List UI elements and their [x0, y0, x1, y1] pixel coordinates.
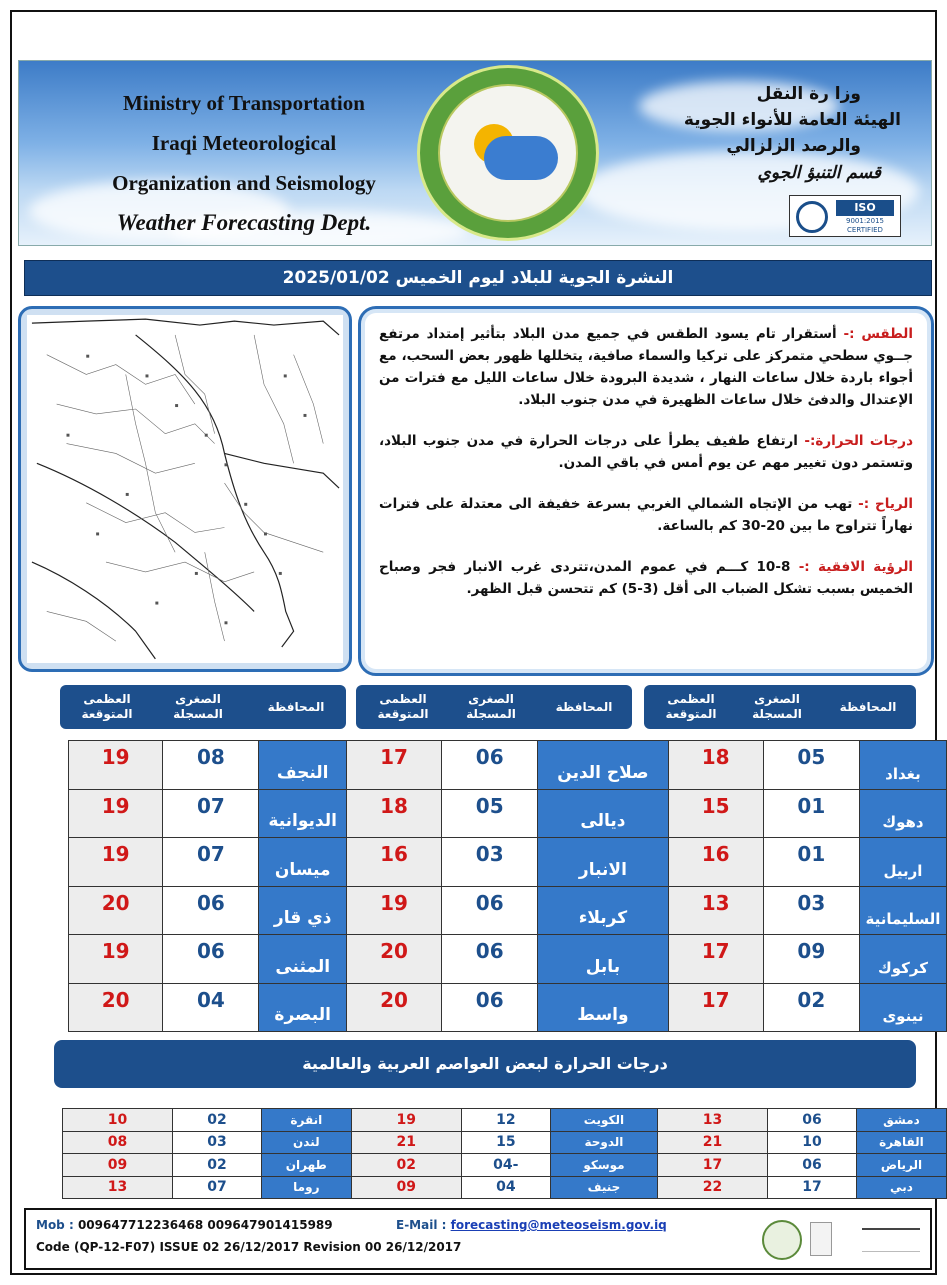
- city-name-cell: روما: [261, 1176, 351, 1199]
- iso-label: ISO: [836, 200, 894, 216]
- email-label: E-Mail :: [396, 1218, 447, 1232]
- province-name-cell: دهوك: [859, 789, 946, 838]
- max-temp-cell: 09: [351, 1176, 461, 1199]
- ministry-name-en: Ministry of Transportation: [123, 91, 365, 115]
- min-temp-cell: 06: [767, 1109, 856, 1132]
- max-temp-cell: 17: [658, 1154, 768, 1177]
- city-name-cell: دمشق: [856, 1109, 946, 1132]
- col-header-min-l2: المسجلة: [173, 707, 223, 721]
- min-temp-cell: 07: [163, 838, 259, 887]
- iso-code: 9001:2015: [846, 217, 884, 225]
- visibility-paragraph: [379, 556, 913, 600]
- max-temp-cell: 18: [346, 789, 441, 838]
- col-header-max: [360, 692, 446, 722]
- bulletin-title: النشرة الجوية للبلاد ليوم الخميس 2025/01/02: [24, 260, 932, 296]
- province-name-cell: السليمانية: [859, 886, 946, 935]
- max-temp-cell: 17: [668, 935, 763, 984]
- min-temp-cell: 06: [442, 983, 538, 1032]
- city-name-cell: جنيف: [550, 1176, 657, 1199]
- min-temp-cell: 04: [163, 983, 259, 1032]
- max-temp-cell: 13: [658, 1109, 768, 1132]
- min-temp-cell: 01: [763, 789, 859, 838]
- max-temp-cell: 17: [668, 983, 763, 1032]
- check-icon: [796, 201, 828, 233]
- table-row: [69, 935, 947, 984]
- max-temp-cell: 21: [351, 1131, 461, 1154]
- max-temp-cell: 18: [668, 741, 763, 790]
- province-name-cell: الديوانية: [259, 789, 346, 838]
- max-temp-cell: 19: [346, 886, 441, 935]
- footer-code: Code (QP-12-F07) ISSUE 02 26/12/2017 Revision 00 26/12/2017: [36, 1240, 462, 1254]
- province-name-cell: واسط: [538, 983, 668, 1032]
- col-header-province: المحافظة: [555, 699, 613, 714]
- max-temp-cell: 13: [668, 886, 763, 935]
- table-row: [69, 838, 947, 887]
- city-name-cell: الكويت: [550, 1109, 657, 1132]
- province-name-cell: ميسان: [259, 838, 346, 887]
- emblem-icon: [810, 1222, 832, 1256]
- cloud-icon: [484, 136, 558, 180]
- min-temp-cell: 03: [442, 838, 538, 887]
- min-temp-cell: 15: [461, 1131, 550, 1154]
- mobile-numbers: 009647712236468 009647901415989: [77, 1218, 333, 1232]
- col-header-max-l1: العظمى: [667, 692, 715, 706]
- temperature-text: ارتفاع طفيف يطرأ على درجات الحرارة في مدن جنوب البلاد، وتستمر دون تغيير مهم عن يوم أمس في باقي المدن.: [379, 433, 913, 471]
- province-name-cell: كركوك: [859, 935, 946, 984]
- min-temp-cell: 07: [172, 1176, 261, 1199]
- email-link[interactable]: forecasting@meteoseism.gov.iq: [450, 1218, 667, 1232]
- province-name-cell: الانبار: [538, 838, 668, 887]
- min-temp-cell: 06: [442, 741, 538, 790]
- table-row: [69, 789, 947, 838]
- province-name-cell: ذي قار: [259, 886, 346, 935]
- ministry-name-ar: وزا رة النقل: [756, 84, 861, 104]
- table-row: [63, 1109, 947, 1132]
- col-header-min-l2: المسجلة: [752, 707, 802, 721]
- col-header-province: المحافظة: [839, 699, 897, 714]
- min-temp-cell: 10: [767, 1131, 856, 1154]
- min-temp-cell: 04-: [461, 1154, 550, 1177]
- min-temp-cell: 05: [763, 741, 859, 790]
- footer: [24, 1208, 932, 1270]
- col-header-max-l1: العظمى: [83, 692, 131, 706]
- max-temp-cell: 17: [346, 741, 441, 790]
- iraq-map: [27, 315, 343, 663]
- col-header-min: [150, 692, 246, 722]
- max-temp-cell: 22: [658, 1176, 768, 1199]
- meteorology-logo: [417, 65, 599, 241]
- col-header-province: المحافظة: [267, 699, 325, 714]
- col-header-max-l2: المتوقعة: [81, 707, 133, 721]
- table-row: [63, 1176, 947, 1199]
- table-row: [63, 1131, 947, 1154]
- max-temp-cell: 02: [351, 1154, 461, 1177]
- min-temp-cell: 06: [163, 935, 259, 984]
- province-name-cell: بغداد: [859, 741, 946, 790]
- col-header-max-l1: العظمى: [379, 692, 427, 706]
- col-header-max: [648, 692, 734, 722]
- min-temp-cell: 02: [172, 1109, 261, 1132]
- max-temp-cell: 20: [346, 935, 441, 984]
- col-header-min: [734, 692, 820, 722]
- forecast-text-panel: [358, 306, 934, 676]
- province-name-cell: البصرة: [259, 983, 346, 1032]
- table-row: [63, 1154, 947, 1177]
- header-banner: [18, 60, 932, 246]
- brand-logo-icon: [862, 1228, 920, 1252]
- min-temp-cell: 01: [763, 838, 859, 887]
- visibility-text: 8-10 كـــم في عموم المدن،تتردى غرب الانبار فجر وصباح الخميس بسبب تشكل الضباب الى أقل (3-5) كم تتحسن قبل الظهر.: [379, 559, 913, 597]
- province-name-cell: اربيل: [859, 838, 946, 887]
- org-name-en-2: Organization and Seismology: [112, 171, 376, 195]
- col-header-min-l1: الصغرى: [175, 692, 221, 706]
- city-name-cell: الرياض: [856, 1154, 946, 1177]
- col-header-group-1: [644, 685, 916, 729]
- city-name-cell: لندن: [261, 1131, 351, 1154]
- max-temp-cell: 21: [658, 1131, 768, 1154]
- col-header-max-l2: المتوقعة: [377, 707, 429, 721]
- max-temp-cell: 19: [69, 838, 163, 887]
- province-name-cell: المثنى: [259, 935, 346, 984]
- max-temp-cell: 16: [346, 838, 441, 887]
- dept-name-ar: قسم التنبؤ الجوي: [757, 163, 881, 183]
- col-header-group-2: [356, 685, 632, 729]
- min-temp-cell: 06: [767, 1154, 856, 1177]
- org-name-en-1: Iraqi Meteorological: [151, 131, 337, 155]
- city-name-cell: دبي: [856, 1176, 946, 1199]
- max-temp-cell: 09: [63, 1154, 173, 1177]
- wind-paragraph: [379, 493, 913, 537]
- min-temp-cell: 03: [763, 886, 859, 935]
- province-temperature-table: [68, 740, 947, 1032]
- max-temp-cell: 15: [668, 789, 763, 838]
- province-name-cell: بابل: [538, 935, 668, 984]
- min-temp-cell: 12: [461, 1109, 550, 1132]
- weather-paragraph: [379, 323, 913, 411]
- min-temp-cell: 17: [767, 1176, 856, 1199]
- max-temp-cell: 08: [63, 1131, 173, 1154]
- col-header-group-3: [60, 685, 346, 729]
- table-row: [69, 886, 947, 935]
- province-name-cell: ديالى: [538, 789, 668, 838]
- footer-email: [396, 1218, 667, 1232]
- max-temp-cell: 19: [69, 741, 163, 790]
- col-header-max-l2: المتوقعة: [665, 707, 717, 721]
- max-temp-cell: 10: [63, 1109, 173, 1132]
- max-temp-cell: 20: [69, 886, 163, 935]
- org-name-ar-1: الهيئة العامة للأنواء الجوية: [683, 110, 901, 130]
- ministry-seal-icon: [762, 1220, 802, 1260]
- header-arabic: [641, 81, 901, 187]
- temperature-label: درجات الحرارة:-: [804, 433, 913, 449]
- min-temp-cell: 06: [442, 935, 538, 984]
- max-temp-cell: 16: [668, 838, 763, 887]
- iso-badge: [789, 195, 901, 237]
- col-header-min-l1: الصغرى: [468, 692, 514, 706]
- province-name-cell: صلاح الدين: [538, 741, 668, 790]
- min-temp-cell: 04: [461, 1176, 550, 1199]
- table-row: [69, 983, 947, 1032]
- capitals-title: درجات الحرارة لبعض العواصم العربية والعالمية: [54, 1040, 916, 1088]
- max-temp-cell: 19: [351, 1109, 461, 1132]
- col-header-min-l1: الصغرى: [754, 692, 800, 706]
- min-temp-cell: 06: [163, 886, 259, 935]
- iraq-map-panel: [18, 306, 352, 672]
- dept-name-en: Weather Forecasting Dept.: [116, 210, 372, 235]
- footer-mobile: [36, 1218, 333, 1232]
- col-header-min-l2: المسجلة: [466, 707, 516, 721]
- iso-certified: CERTIFIED: [847, 226, 883, 234]
- min-temp-cell: 09: [763, 935, 859, 984]
- city-name-cell: موسكو: [550, 1154, 657, 1177]
- header-english: [79, 83, 409, 243]
- temperature-paragraph: [379, 430, 913, 474]
- min-temp-cell: 06: [442, 886, 538, 935]
- weather-text: أستقرار تام يسود الطقس في جميع مدن البلاد بتأثير إمتداد مرتفع جــوي سطحي متمركز على تركيا والسماء صافية، يتخللها ظهور بعض السحب، مع أجواء باردة خلال ساعات النهار ، شديدة البرودة خلال ساعات الليل مع فترات من الإعتدال والدفئ خلال ساعات الظهيرة في مدن جنوب البلاد.: [379, 326, 913, 408]
- min-temp-cell: 02: [763, 983, 859, 1032]
- wind-text: تهب من الإتجاه الشمالي الغربي بسرعة خفيفة الى معتدلة على فترات نهاراً تتراوح ما بين 20-30 كم بالساعة.: [379, 496, 913, 534]
- city-name-cell: القاهرة: [856, 1131, 946, 1154]
- col-header-min: [446, 692, 536, 722]
- province-name-cell: نينوى: [859, 983, 946, 1032]
- visibility-label: الرؤية الافقية :-: [798, 559, 914, 575]
- max-temp-cell: 19: [69, 789, 163, 838]
- min-temp-cell: 08: [163, 741, 259, 790]
- wind-label: الرياح :-: [858, 496, 913, 512]
- max-temp-cell: 20: [346, 983, 441, 1032]
- province-name-cell: النجف: [259, 741, 346, 790]
- max-temp-cell: 13: [63, 1176, 173, 1199]
- weather-label: الطقس :-: [843, 326, 913, 342]
- max-temp-cell: 19: [69, 935, 163, 984]
- capitals-temperature-table: [62, 1108, 947, 1199]
- min-temp-cell: 02: [172, 1154, 261, 1177]
- city-name-cell: طهران: [261, 1154, 351, 1177]
- min-temp-cell: 07: [163, 789, 259, 838]
- org-name-ar-2: والرصد الزلزالي: [726, 136, 861, 156]
- city-name-cell: انقرة: [261, 1109, 351, 1132]
- min-temp-cell: 03: [172, 1131, 261, 1154]
- logo-inner: [438, 84, 578, 222]
- col-header-max: [64, 692, 150, 722]
- city-name-cell: الدوحة: [550, 1131, 657, 1154]
- max-temp-cell: 20: [69, 983, 163, 1032]
- min-temp-cell: 05: [442, 789, 538, 838]
- table-row: [69, 741, 947, 790]
- mobile-label: Mob :: [36, 1218, 74, 1232]
- province-name-cell: كربلاء: [538, 886, 668, 935]
